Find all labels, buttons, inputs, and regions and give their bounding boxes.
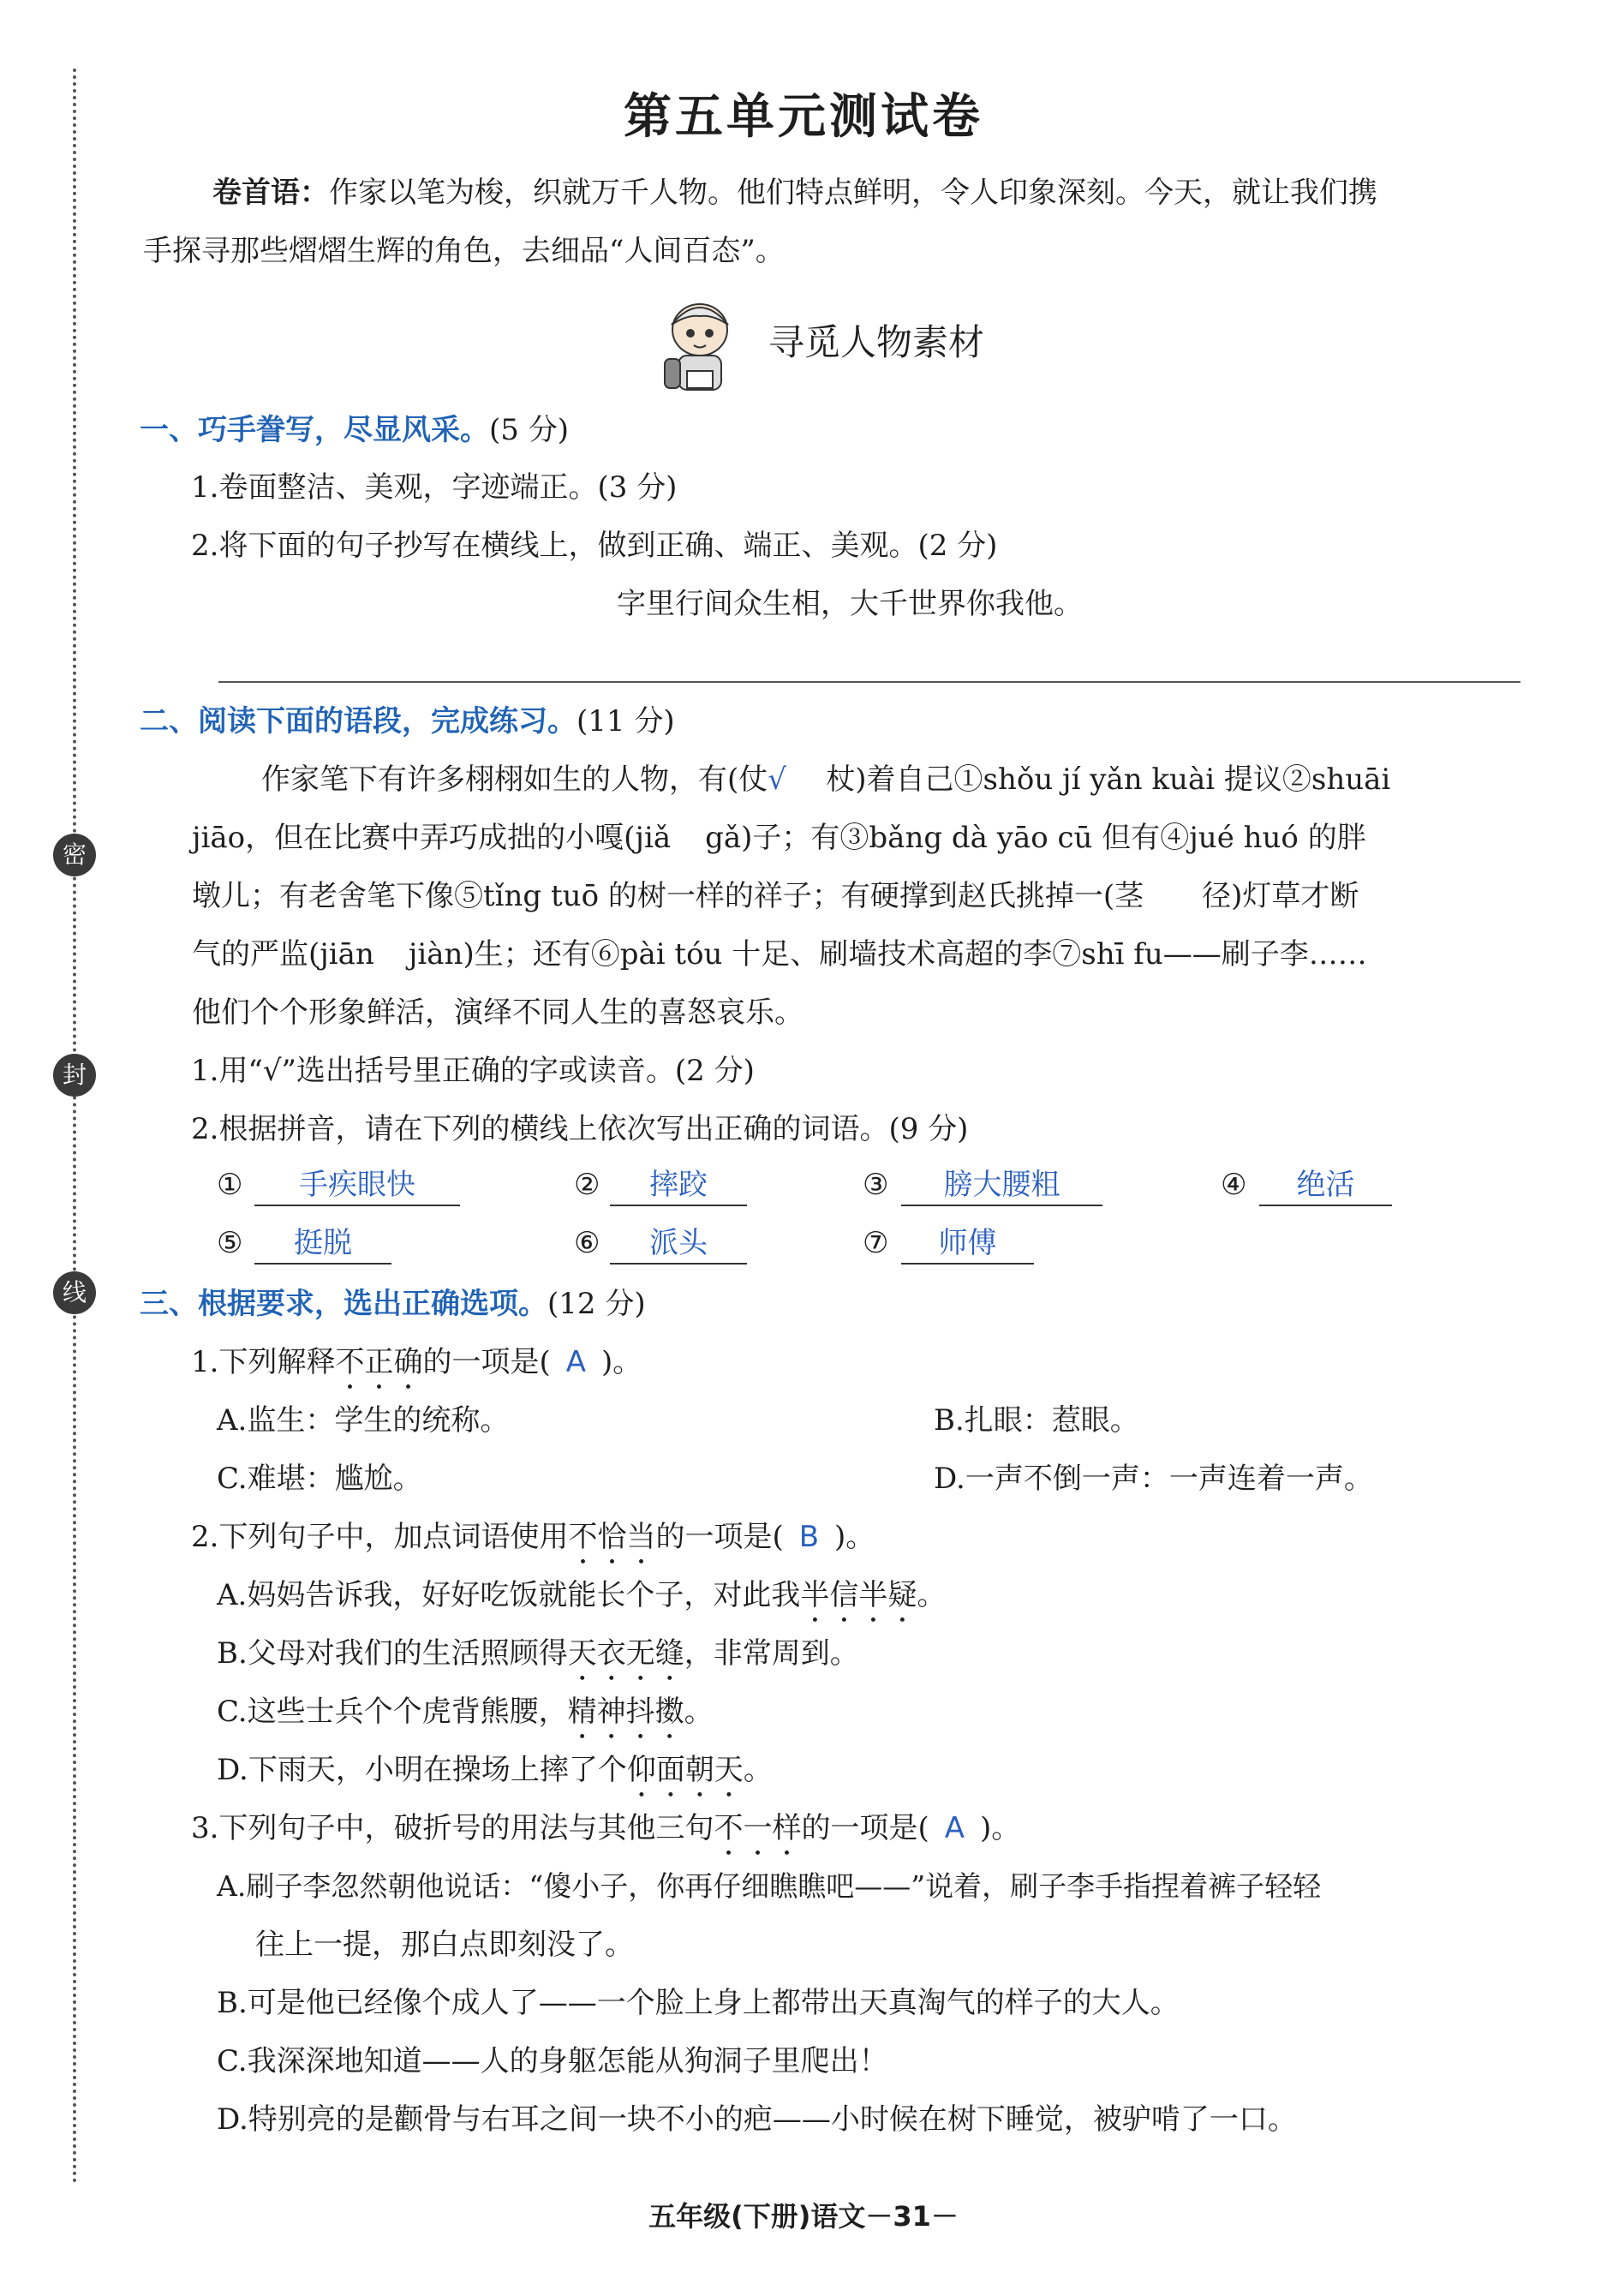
s3-q1-answer[interactable]: A: [565, 1345, 586, 1379]
s3-q3-opt-a-line1: A.刷子李忽然朝他说话：“傻小子，你再仔细瞧瞧吧——”说着，刷子李手指捏着裤子轻轻: [217, 1869, 1322, 1903]
blank-6[interactable]: 派头: [610, 1223, 747, 1265]
blank-3-num: ③: [863, 1168, 889, 1202]
s3-q3-emph: 不一样: [714, 1811, 802, 1845]
student-mascot-icon: [653, 296, 747, 398]
section-3-title: 三、根据要求，选出正确选项。: [140, 1287, 547, 1321]
passage-3b: 径)灯草才断: [1202, 879, 1359, 913]
answer-mark-1: [768, 762, 826, 798]
section-3-points: (12 分): [547, 1287, 646, 1321]
page-title: 第五单元测试卷: [624, 88, 983, 145]
s3-q1-opt-c: C.难堪：尴尬。: [217, 1462, 422, 1496]
section-1-title: 一、巧手誊写，尽显风采。: [140, 413, 489, 447]
passage-line-5: 他们个个形象鲜活，演绎不同人生的喜怒哀乐。: [192, 996, 804, 1030]
passage-line-4: [192, 937, 1367, 972]
blank-2[interactable]: 摔跤: [610, 1165, 747, 1206]
s2-q2: 2.根据拼音，请在下列的横线上依次写出正确的词语。(9 分): [191, 1112, 969, 1146]
s3-q2: [191, 1520, 875, 1571]
section-banner: 寻觅人物素材: [768, 321, 985, 363]
s3-q1-opt-b: B.扎眼：惹眼。: [934, 1403, 1139, 1438]
s3-q1: [191, 1345, 642, 1396]
s3-q2-b-pre: B.父母对我们的生活照顾得: [217, 1636, 568, 1671]
s3-q3-post: 的一项是(: [801, 1811, 929, 1845]
intro-text-1: 作家以笔为梭，织就万千人物。他们特点鲜明，令人印象深刻。今天，就让我们携: [329, 176, 1377, 210]
s3-q1-post: 的一项是(: [422, 1345, 551, 1379]
s3-q1-opt-a: A.监生：学生的统称。: [217, 1403, 510, 1438]
s2-q1: 1.用“√”选出括号里正确的字或读音。(2 分): [191, 1054, 755, 1088]
blank-1[interactable]: 手疾眼快: [254, 1165, 460, 1206]
s3-q2-opt-b: [217, 1636, 859, 1688]
s3-q3-opt-a-line2: 往上一提，那白点即刻没了。: [255, 1928, 634, 1962]
s3-q2-opt-a: [217, 1578, 946, 1629]
passage-1a: 作家笔下有许多栩栩如生的人物，有(仗: [261, 762, 768, 797]
blank-4-num: ④: [1221, 1168, 1247, 1202]
blank-6-num: ⑥: [574, 1226, 600, 1260]
s3-q2-d-pre: D.下雨天，小明在操场上摔了个: [217, 1753, 627, 1787]
passage-4b: jiàn)生；还有⑥pài tóu 十足、刷墙技术高超的李⑦shī fu——刷子李……: [408, 937, 1367, 972]
s3-q3-close: )。: [979, 1811, 1021, 1845]
passage-3a: 墩儿；有老舍笔下像⑤tǐng tuō 的树一样的祥子；有硬撑到赵氏挑掉一(茎: [192, 879, 1144, 913]
section-1-points: (5 分): [489, 413, 569, 447]
s3-q2-a-emph: 半信半疑: [800, 1578, 917, 1612]
passage-line-3: [192, 879, 1359, 914]
s3-q1-opt-d: D.一声不倒一声：一声连着一声。: [934, 1462, 1373, 1496]
s3-q2-opt-d: [217, 1753, 773, 1804]
s3-q2-b-post: ，非常周到。: [684, 1636, 859, 1671]
passage-1b: 杖)着自己①shǒu jí yǎn kuài 提议②shuāi: [826, 762, 1391, 797]
s3-q3-opt-d: D.特别亮的是颧骨与右耳之间一块不小的疤——小时候在树下睡觉，被驴啃了一口。: [217, 2102, 1297, 2137]
s3-q2-c-pre: C.这些士兵个个虎背熊腰，: [217, 1695, 568, 1729]
section-2-points: (11 分): [576, 704, 675, 738]
s3-q3: [191, 1811, 1020, 1863]
blank-3[interactable]: 膀大腰粗: [901, 1165, 1102, 1206]
s3-q1-emph: 不正确: [335, 1345, 423, 1379]
s3-q2-pre: 2.下列句子中，加点词语使用: [191, 1520, 569, 1554]
blank-5-num: ⑤: [217, 1226, 243, 1260]
seal-feng: 封: [53, 1054, 96, 1097]
section-2-heading: [140, 704, 675, 739]
blank-5[interactable]: 挺脱: [254, 1223, 391, 1265]
page-footer: 五年级(下册)语文－31－: [648, 2200, 959, 2233]
s3-q2-d-emph: 仰面朝天: [626, 1753, 744, 1787]
s3-q2-close: )。: [834, 1520, 875, 1554]
s3-q2-c-emph: 精神抖擞: [567, 1695, 684, 1729]
seal-mi: 密: [53, 834, 96, 876]
copy-line[interactable]: [218, 681, 1520, 683]
passage-2b: gǎ)子；有③bǎng dà yāo cū 但有④jué huó 的胖: [705, 821, 1366, 855]
s3-q2-b-emph: 天衣无缝: [567, 1636, 684, 1671]
section-1-heading: [140, 413, 569, 448]
passage-line-2: [192, 821, 1366, 856]
intro-line-2: 手探寻那些熠熠生辉的角色，去细品“人间百态”。: [143, 234, 785, 268]
blank-4[interactable]: 绝活: [1259, 1165, 1392, 1206]
s3-q3-pre: 3.下列句子中，破折号的用法与其他三句: [191, 1811, 714, 1845]
blank-1-num: ①: [217, 1168, 243, 1202]
s3-q2-answer[interactable]: B: [798, 1520, 820, 1554]
passage-2a: jiāo，但在比赛中弄巧成拙的小嘎(jiǎ: [192, 821, 672, 855]
blank-2-num: ②: [574, 1168, 600, 1202]
s3-q3-answer[interactable]: A: [944, 1811, 965, 1845]
section-3-heading: [140, 1287, 646, 1322]
s3-q2-a-post: 。: [917, 1578, 947, 1612]
binding-dotted-line: [73, 69, 76, 2185]
s3-q2-d-post: 。: [743, 1753, 773, 1787]
s1-q2: 2.将下面的句子抄写在横线上，做到正确、端正、美观。(2 分): [191, 529, 998, 563]
s3-q2-post: 的一项是(: [655, 1520, 784, 1554]
s3-q2-a-pre: A.妈妈告诉我，好好吃饭就能长个子，对此我: [217, 1578, 801, 1612]
section-2-title: 二、阅读下面的语段，完成练习。: [140, 704, 576, 738]
blank-7[interactable]: 师傅: [901, 1223, 1034, 1265]
s3-q2-opt-c: [217, 1695, 714, 1746]
s3-q3-opt-c: C.我深深地知道——人的身躯怎能从狗洞子里爬出！: [217, 2044, 888, 2078]
s3-q1-pre: 1.下列解释: [191, 1345, 336, 1379]
s3-q1-close: )。: [600, 1345, 642, 1379]
s1-q1: 1.卷面整洁、美观，字迹端正。(3 分): [191, 470, 678, 505]
copy-sentence: 字里行间众生相，大千世界你我他。: [617, 587, 1083, 621]
passage-line-1: [261, 762, 1390, 798]
passage-4a: 气的严监(jiān: [192, 937, 374, 972]
s3-q3-opt-b: B.可是他已经像个成人了——一个脸上身上都带出天真淘气的样子的大人。: [217, 1986, 1180, 2020]
seal-xian: 线: [53, 1271, 96, 1314]
intro-label: 卷首语：: [212, 176, 329, 210]
check-mark: √: [768, 762, 786, 797]
intro-line-1: [212, 176, 1377, 211]
s3-q2-emph: 不恰当: [568, 1520, 656, 1554]
s3-q2-c-post: 。: [684, 1695, 714, 1729]
blank-7-num: ⑦: [863, 1226, 889, 1260]
